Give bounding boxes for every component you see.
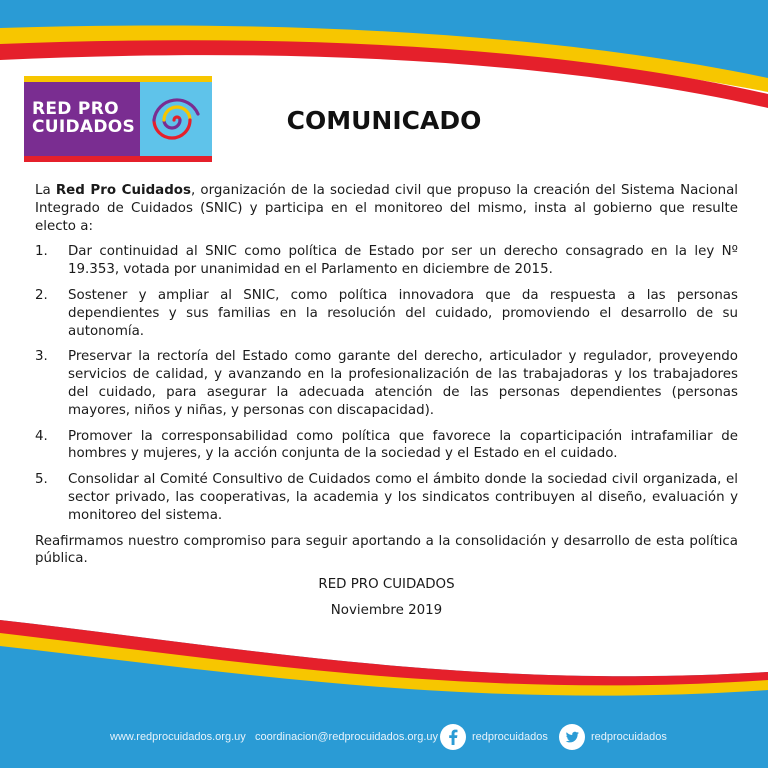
page-title: COMUNICADO (286, 106, 482, 135)
intro-lead: La (35, 183, 56, 198)
closing-paragraph: Reafirmamos nuestro compromiso para seguir aportando a la consolidación y desarrollo de esta política pública. (35, 533, 738, 567)
logo-line-2: CUIDADOS (32, 117, 136, 137)
email-link[interactable]: coordinacion@redprocuidados.org.uy (255, 731, 438, 743)
list-item (35, 243, 738, 279)
footer (0, 722, 768, 754)
list-item-text: Consolidar al Comité Consultivo de Cuidados como el ámbito donde la sociedad civil organizada, el sector privado, las cooperativas, la academia y los sindicatos contribuyen al diseño, evaluación y monitoreo del sistema. (68, 472, 738, 523)
list-item-text: Preservar la rectoría del Estado como garante del derecho, articulador y regulador, proveyendo servicios de calidad, y avanzando en la profesionalización de las trabajadoras y los trabajadores del cuidado, para asegurar la adecuada atención de las personas dependientes (personas mayores, niños y niñas, y personas con discapacidad). (68, 349, 738, 418)
logo-line-1: RED PRO (32, 99, 119, 119)
website-link[interactable]: www.redprocuidados.org.uy (110, 731, 246, 743)
org-logo (24, 76, 212, 162)
list-item (35, 287, 738, 340)
intro-paragraph (35, 182, 738, 235)
logo-wordmark (32, 100, 142, 136)
list-item (35, 348, 738, 419)
list-item-number: 5. (35, 472, 48, 488)
intro-rest: , organización de la sociedad civil que propuso la creación del Sistema Nacional Integrado de Cuidados (SNIC) y participa en el monitoreo del mismo, insta al gobierno que resulte electo a: (35, 183, 738, 234)
twitter-icon[interactable] (559, 724, 585, 750)
facebook-link[interactable]: redprocuidados (472, 731, 548, 743)
list-item-text: Dar continuidad al SNIC como política de Estado por ser un derecho consagrado en la ley Nº 19.353, votada por unanimidad en el Parlamento en diciembre de 2015. (68, 244, 738, 278)
list-item-number: 3. (35, 349, 48, 365)
facebook-icon[interactable] (440, 724, 466, 750)
list-item-text: Sostener y ampliar al SNIC, como política innovadora que da respuesta a las personas dependientes y sus familias en la resolución del cuidado, promoviendo el desarrollo de su autonomía. (68, 287, 738, 339)
signature-date: Noviembre 2019 (330, 602, 443, 618)
list-item (35, 471, 738, 524)
signature-name: RED PRO CUIDADOS (318, 577, 455, 593)
list-item-text: Promover la corresponsabilidad como política que favorece la coparticipación intrafamiliar de hombres y mujeres, y la acción conjunta de la sociedad y el Estado en el cuidado. (68, 428, 738, 462)
twitter-link[interactable]: redprocuidados (591, 731, 667, 743)
demands-list (35, 243, 738, 524)
list-item-number: 2. (35, 287, 48, 303)
list-item (35, 428, 738, 464)
intro-org-name: Red Pro Cuidados (55, 183, 191, 198)
list-item-number: 4. (35, 428, 48, 444)
document-body (35, 182, 738, 628)
list-item-number: 1. (35, 244, 48, 260)
